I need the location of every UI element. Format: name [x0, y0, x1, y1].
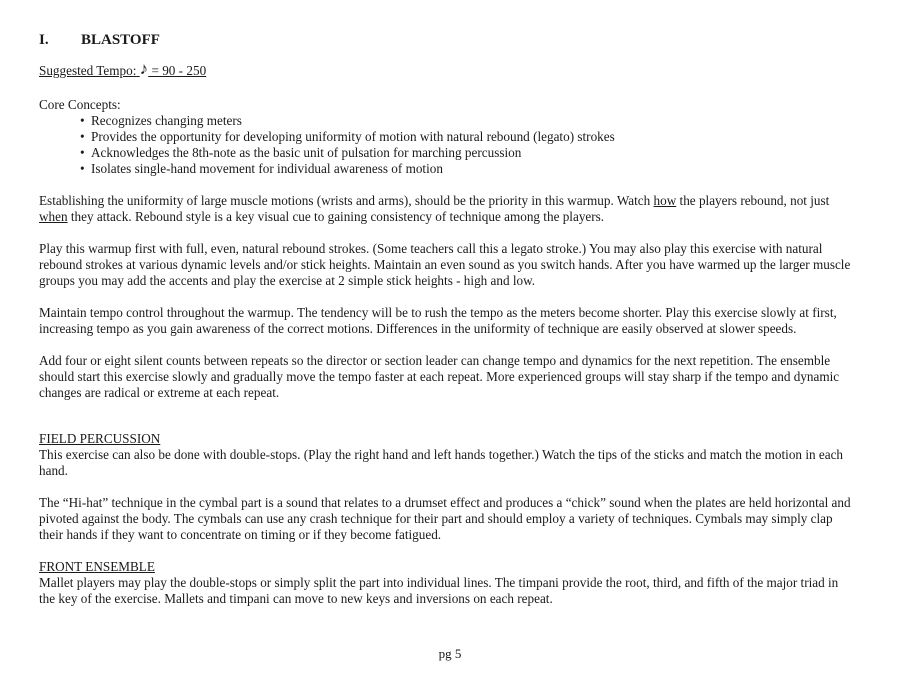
core-concepts-title: Core Concepts: [39, 97, 121, 112]
document-page [39, 31, 859, 623]
list-item: • Provides the opportunity for developing uniformity of motion with natural rebound (legato) strokes [91, 129, 859, 145]
paragraph-silent-counts: Add four or eight silent counts between repeats so the director or section leader can change tempo and dynamics for the next repetition. The ensemble should start this exercise slowly and gradually move the tempo faster at each repeat. More experienced groups will stay sharp if the tempo and dynamic changes are radical or extreme at each repeat. [39, 353, 840, 400]
text-run: they attack. Rebound style is a key visual cue to gaining consistency of technique among the players. [67, 209, 605, 224]
list-item: • Acknowledges the 8th-note as the basic unit of pulsation for marching percussion [91, 145, 859, 161]
eighth-note-icon: ♪ [139, 59, 149, 78]
text-run: Establishing the uniformity of large muscle motions (wrists and arms), should be the priority in this warmup. Watch [39, 193, 654, 208]
paragraph-hi-hat: The “Hi-hat” technique in the cymbal part is a sound that relates to a drumset effect and produces a “chick” sound when the plates are held horizontal and pivoted against the body. The cymbals can use any crash technique for their part and should employ a variety of techniques. Cymbals may simply clap their hands if they want to concentrate on timing or if they become fatigued. [39, 495, 851, 542]
suggested-tempo [39, 59, 859, 79]
paragraph-uniformity [39, 193, 851, 225]
list-item: • Recognizes changing meters [91, 113, 859, 129]
paragraph-double-stops: This exercise can also be done with double-stops. (Play the right hand and left hands together.) Watch the tips of the sticks and match the motion in each hand. [39, 447, 844, 478]
page-number: pg 5 [438, 646, 462, 661]
emphasis-when: when [39, 209, 68, 224]
section-number: I. [39, 32, 49, 48]
paragraph-tempo-control: Maintain tempo control throughout the warmup. The tendency will be to rush the tempo as the meters become shorter. Play this exercise slowly at first, increasing tempo as you gain awareness of the correct motions. Differences in the uniformity of technique are easily observed at slower speeds. [39, 305, 837, 336]
paragraph-mallets: Mallet players may play the double-stops or simply split the part into individual lines. The timpani provide the root, third, and fifth of the major triad in the key of the exercise. Mallets and timpani can move to new keys and inversions on each repeat. [39, 575, 839, 606]
core-concepts-list [39, 113, 859, 177]
tempo-label: Suggested Tempo: [39, 63, 137, 78]
tempo-range: = 90 - 250 [151, 63, 207, 78]
paragraph-rebound-strokes: Play this warmup first with full, even, natural rebound strokes. (Some teachers call this a legato stroke.) You may also play this exercise with natural rebound strokes at various dynamic levels and/or stick heights. Maintain an even sound as you switch hands. After you have warmed up the larger muscle groups you may add the accents and play the exercise at 2 simple stick heights - high and low. [39, 241, 851, 288]
text-run: the players rebound, not just [676, 193, 830, 208]
section-title: BLASTOFF [81, 32, 160, 48]
front-ensemble-heading: FRONT ENSEMBLE [39, 559, 155, 574]
section-heading [39, 31, 859, 49]
emphasis-how: how [653, 193, 677, 208]
list-item: • Isolates single-hand movement for individual awareness of motion [91, 161, 859, 177]
field-percussion-heading: FIELD PERCUSSION [39, 431, 161, 446]
